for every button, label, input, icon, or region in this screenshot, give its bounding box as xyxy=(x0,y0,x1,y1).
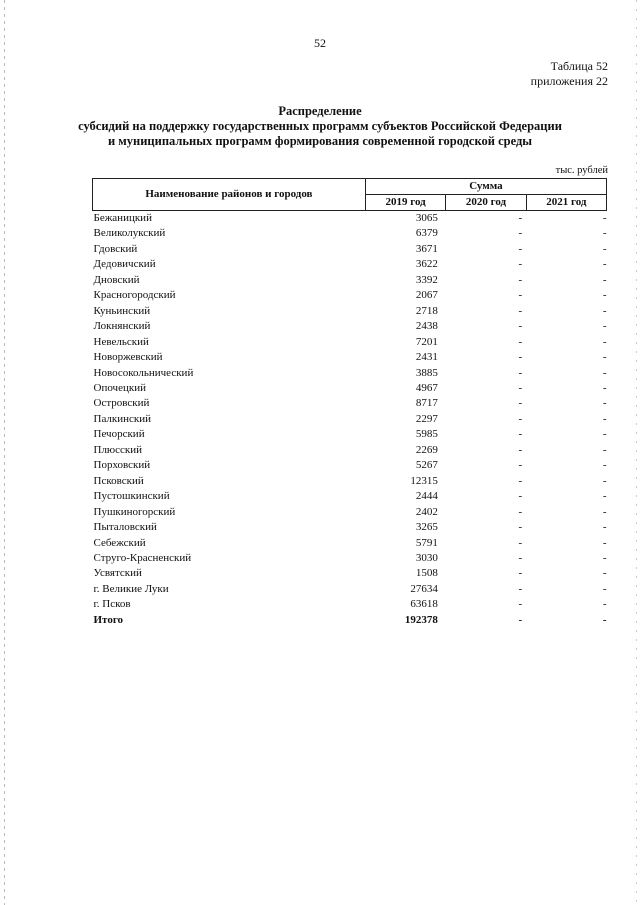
table-row xyxy=(93,396,607,411)
row-value-y2020: - xyxy=(518,613,523,626)
row-name-cell: Усвятский xyxy=(93,567,142,580)
row-value-y2021: - xyxy=(602,351,607,364)
row-value-y2020: - xyxy=(518,366,523,379)
row-name-cell: г. Псков xyxy=(93,598,131,611)
row-value-y2019: 5791 xyxy=(415,536,438,549)
title-line3: и муниципальных программ формирования современной городской среды xyxy=(107,134,533,148)
row-value-y2020: - xyxy=(518,335,523,348)
row-value-y2021: - xyxy=(602,567,607,580)
table-row xyxy=(93,582,607,597)
table-row xyxy=(93,551,607,566)
table-row xyxy=(93,211,607,227)
header-year-2020: 2020 год xyxy=(446,195,526,211)
row-value-y2021: - xyxy=(602,366,607,379)
row-value-y2021: - xyxy=(602,474,607,487)
page-number: 52 xyxy=(314,36,326,50)
row-name-cell: Дедовичский xyxy=(93,258,156,271)
row-value-y2020: - xyxy=(518,474,523,487)
row-name-cell: Островский xyxy=(93,397,150,410)
title-line2: субсидий на поддержку государственных программ субъектов Российской Федерации xyxy=(78,119,562,133)
row-name-cell: Локнянский xyxy=(93,320,151,333)
table-row xyxy=(93,489,607,504)
row-name-cell: Порховский xyxy=(93,459,151,472)
header-year-2019: 2019 год xyxy=(365,195,446,211)
title-line1: Распределение xyxy=(278,104,362,118)
table-row xyxy=(93,536,607,551)
row-value-y2020: - xyxy=(518,212,523,224)
row-value-y2021: - xyxy=(602,613,607,626)
row-name-cell: Себежский xyxy=(93,536,146,549)
row-value-y2020: - xyxy=(518,443,523,456)
row-name-cell: Пушкиногорский xyxy=(93,505,176,518)
row-name-cell: Пыталовский xyxy=(93,521,157,534)
table-row xyxy=(93,520,607,535)
row-value-y2021: - xyxy=(602,242,607,255)
row-value-y2019: 3265 xyxy=(415,521,438,534)
row-value-y2021: - xyxy=(602,227,607,240)
row-value-y2019: 5267 xyxy=(415,459,438,472)
table-header xyxy=(93,179,607,211)
row-value-y2021: - xyxy=(602,551,607,564)
units-label: тыс. рублей xyxy=(555,165,608,176)
row-value-y2019: 27634 xyxy=(410,582,438,595)
row-value-y2021: - xyxy=(602,582,607,595)
row-value-y2020: - xyxy=(518,490,523,503)
row-value-y2021: - xyxy=(602,412,607,425)
row-value-y2021: - xyxy=(602,381,607,394)
row-name-cell: Плюсский xyxy=(93,443,143,456)
row-name-cell: Струго-Красненский xyxy=(93,551,192,564)
table-row xyxy=(93,273,607,288)
table-row xyxy=(93,319,607,334)
row-name-cell: г. Великие Луки xyxy=(93,582,169,595)
row-name-cell: Опочецкий xyxy=(93,381,146,394)
table-row xyxy=(93,226,607,241)
row-name-cell: Пустошкинский xyxy=(93,490,170,503)
row-value-y2019: 2431 xyxy=(415,351,438,364)
table-row xyxy=(93,350,607,365)
row-value-y2020: - xyxy=(518,459,523,472)
table-row xyxy=(93,505,607,520)
row-value-y2020: - xyxy=(518,397,523,410)
row-value-y2019: 2402 xyxy=(415,505,438,518)
row-value-y2020: - xyxy=(518,521,523,534)
row-value-y2019: 2718 xyxy=(415,304,438,317)
row-value-y2019: 3622 xyxy=(415,258,438,271)
header-year-2021: 2021 год xyxy=(526,195,606,211)
row-value-y2021: - xyxy=(602,428,607,441)
row-name-cell: Великолукский xyxy=(93,227,166,240)
row-value-y2019: 2438 xyxy=(415,320,438,333)
table-row xyxy=(93,335,607,350)
row-value-y2021: - xyxy=(602,536,607,549)
row-value-y2021: - xyxy=(602,258,607,271)
header-name: Наименование районов и городов xyxy=(93,179,366,211)
row-value-y2021: - xyxy=(602,505,607,518)
table-ref-line1: Таблица 52 xyxy=(550,59,608,73)
row-value-y2020: - xyxy=(518,412,523,425)
row-value-y2020: - xyxy=(518,536,523,549)
table-row xyxy=(93,288,607,303)
row-value-y2019: 3392 xyxy=(415,273,438,286)
row-name-cell: Куньинский xyxy=(93,304,151,317)
table-row xyxy=(93,427,607,442)
row-value-y2020: - xyxy=(518,505,523,518)
row-value-y2021: - xyxy=(602,320,607,333)
row-name-cell: Бежаницкий xyxy=(93,212,152,224)
row-value-y2021: - xyxy=(602,459,607,472)
table-row xyxy=(93,443,607,458)
row-value-y2020: - xyxy=(518,227,523,240)
row-value-y2021: - xyxy=(602,335,607,348)
row-value-y2019: 12315 xyxy=(410,474,438,487)
row-name-cell: Красногородский xyxy=(93,289,176,302)
table-ref-line2: приложения 22 xyxy=(530,74,608,88)
table-row xyxy=(93,474,607,489)
header-sum: Сумма xyxy=(365,179,606,195)
row-value-y2020: - xyxy=(518,381,523,394)
table-row xyxy=(93,381,607,396)
row-name-cell: Новосокольнический xyxy=(93,366,194,379)
row-value-y2019: 7201 xyxy=(415,335,438,348)
table-row xyxy=(93,412,607,427)
document-title xyxy=(0,104,640,149)
row-name-cell: Дновский xyxy=(93,273,140,286)
table-row xyxy=(93,242,607,257)
row-value-y2019: 3671 xyxy=(415,242,438,255)
table-reference xyxy=(531,59,608,89)
row-value-y2019: 192378 xyxy=(404,613,438,626)
row-value-y2021: - xyxy=(602,490,607,503)
row-name-cell: Итого xyxy=(93,613,124,626)
row-name-cell: Печорский xyxy=(93,428,145,441)
row-value-y2021: - xyxy=(602,304,607,317)
table-row xyxy=(93,458,607,473)
table-row xyxy=(93,566,607,581)
row-value-y2019: 3065 xyxy=(415,212,438,224)
table-row xyxy=(93,257,607,272)
row-value-y2021: - xyxy=(602,443,607,456)
table-row xyxy=(93,366,607,381)
row-value-y2019: 2297 xyxy=(415,412,438,425)
row-value-y2019: 2067 xyxy=(415,289,438,302)
row-value-y2020: - xyxy=(518,258,523,271)
row-value-y2020: - xyxy=(518,582,523,595)
row-value-y2020: - xyxy=(518,289,523,302)
row-value-y2021: - xyxy=(602,289,607,302)
row-value-y2019: 6379 xyxy=(415,227,438,240)
row-value-y2020: - xyxy=(518,598,523,611)
row-value-y2020: - xyxy=(518,320,523,333)
row-value-y2019: 63618 xyxy=(410,598,438,611)
row-value-y2019: 2444 xyxy=(415,490,438,503)
row-value-y2020: - xyxy=(518,428,523,441)
subsidy-table xyxy=(92,178,607,628)
row-value-y2019: 5985 xyxy=(415,428,438,441)
row-value-y2019: 1508 xyxy=(415,567,438,580)
row-value-y2021: - xyxy=(602,212,607,224)
row-value-y2019: 8717 xyxy=(415,397,438,410)
table-row xyxy=(93,304,607,319)
total-row xyxy=(93,613,607,628)
row-value-y2019: 4967 xyxy=(415,381,438,394)
row-value-y2020: - xyxy=(518,567,523,580)
row-value-y2020: - xyxy=(518,242,523,255)
row-value-y2021: - xyxy=(602,273,607,286)
row-value-y2021: - xyxy=(602,521,607,534)
row-name-cell: Псковский xyxy=(93,474,144,487)
row-value-y2019: 3030 xyxy=(415,551,438,564)
row-value-y2020: - xyxy=(518,304,523,317)
row-name-cell: Гдовский xyxy=(93,242,138,255)
row-name-cell: Палкинский xyxy=(93,412,152,425)
row-value-y2021: - xyxy=(602,397,607,410)
row-name-cell: Новоржевский xyxy=(93,351,163,364)
row-value-y2020: - xyxy=(518,551,523,564)
table-body xyxy=(93,211,607,629)
row-value-y2019: 2269 xyxy=(415,443,438,456)
row-name-cell: Невельский xyxy=(93,335,149,348)
table-row xyxy=(93,597,607,612)
row-value-y2020: - xyxy=(518,273,523,286)
row-value-y2020: - xyxy=(518,351,523,364)
row-value-y2021: - xyxy=(602,598,607,611)
row-value-y2019: 3885 xyxy=(415,366,438,379)
